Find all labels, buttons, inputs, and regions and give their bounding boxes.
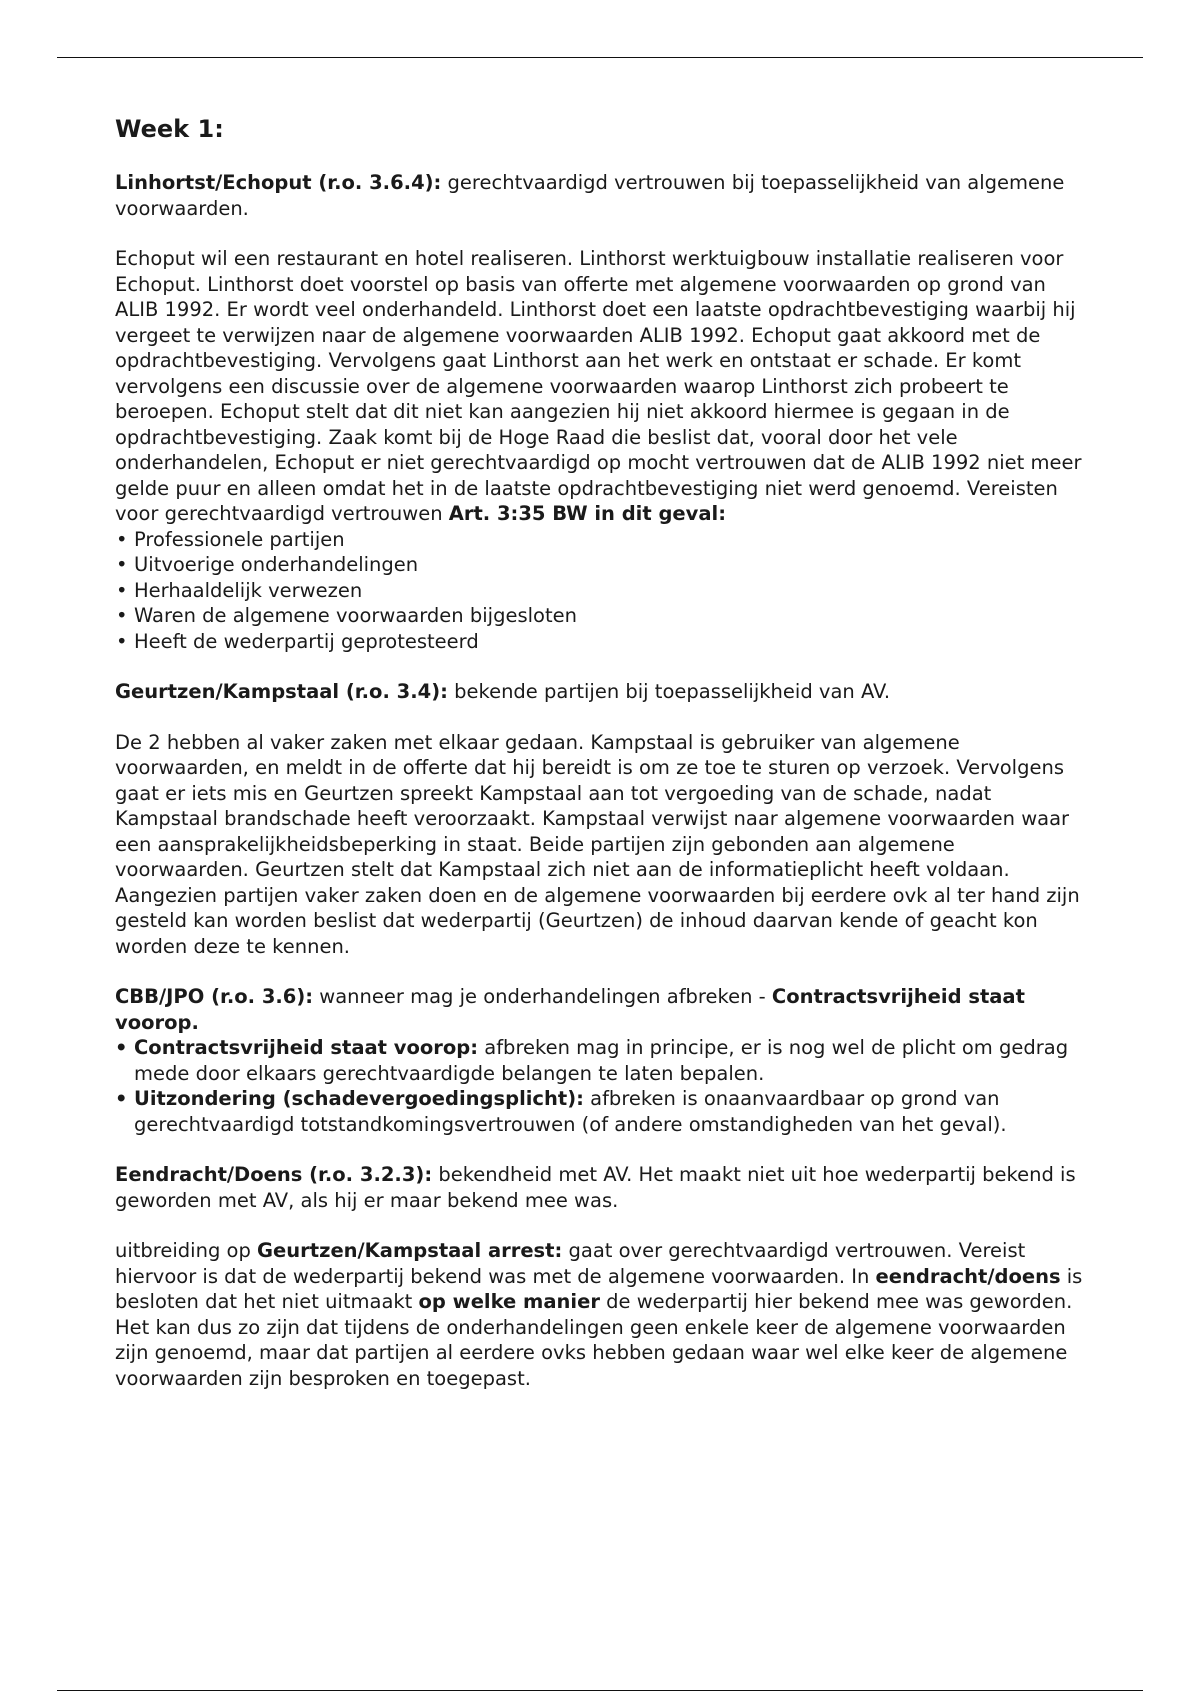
list-item: • Herhaaldelijk verwezen	[115, 578, 1085, 604]
case-linthorst-body: Echoput wil een restaurant en hotel realiseren. Linthorst werktuigbouw installatie realiseren voor Echoput. Linthorst doet voorstel op basis van offerte met algemene voorwaarden op grond van ALIB 1992. Er wordt veel onderhandeld. Linthorst doet een laatste opdrachtbevestiging waarbij hij vergeet te verwijzen naar de algemene voorwaarden ALIB 1992. Echoput gaat akkoord met de opdrachtbevestiging. Vervolgens gaat Linthorst aan het werk en ontstaat er schade. Er komt vervolgens een discussie over de algemene voorwaarden waarop Linthorst zich probeert te beroepen. Echoput stelt dat dit niet kan aangezien hij niet akkoord hiermee is gegaan in de opdrachtbevestiging. Zaak komt bij de Hoge Raad die beslist dat, vooral door het vele onderhandelen, Echoput er niet gerechtvaardigd op mocht vertrouwen dat de ALIB 1992 niet meer gelde puur en alleen omdat het in de laatste opdrachtbevestiging niet werd genoemd. Vereisten voor gerechtvaardigd vertrouwen Art. 3:35 BW in dit geval:	[115, 247, 1082, 525]
cbb-points-list	[115, 1035, 1085, 1137]
list-item: • Professionele partijen	[115, 527, 1085, 553]
case-linthorst-heading: Linhortst/Echoput (r.o. 3.6.4): gerechtvaardigd vertrouwen bij toepasselijkheid van algemene voorwaarden.	[115, 171, 1065, 220]
case-eendracht-body: uitbreiding op Geurtzen/Kampstaal arrest: gaat over gerechtvaardigd vertrouwen. Vereist hiervoor is dat de wederpartij bekend was met de algemene voorwaarden. In eendracht/doens is besloten dat het niet uitmaakt op welke manier de wederpartij hier bekend mee was geworden. Het kan dus zo zijn dat tijdens de onderhandelingen geen enkele keer de algemene voorwaarden zijn genoemd, maar dat partijen al eerdere ovks hebben gedaan waar wel elke keer de algemene voorwaarden zijn besproken en toegepast.	[115, 1239, 1083, 1390]
header-rule	[57, 57, 1143, 58]
document-page	[115, 110, 1085, 1391]
case-cbb-heading: CBB/JPO (r.o. 3.6): wanneer mag je onderhandelingen afbreken - Contractsvrijheid staat voorop.	[115, 985, 1025, 1034]
footer-rule	[57, 1690, 1143, 1691]
case-eendracht-heading: Eendracht/Doens (r.o. 3.2.3): bekendheid met AV. Het maakt niet uit hoe wederpartij bekend is geworden met AV, als hij er maar bekend mee was.	[115, 1163, 1076, 1212]
list-item: • Waren de algemene voorwaarden bijgesloten	[115, 603, 1085, 629]
case-geurtzen-body: De 2 hebben al vaker zaken met elkaar gedaan. Kampstaal is gebruiker van algemene voorwaarden, en meldt in de offerte dat hij bereidt is om ze toe te sturen op verzoek. Vervolgens gaat er iets mis en Geurtzen spreekt Kampstaal aan tot vergoeding van de schade, nadat Kampstaal brandschade heeft veroorzaakt. Kampstaal verwijst naar algemene voorwaarden waar een aansprakelijkheidsbeperking in staat. Beide partijen zijn gebonden aan algemene voorwaarden. Geurtzen stelt dat Kampstaal zich niet aan de informatieplicht heeft voldaan.	[115, 730, 1070, 881]
requirements-list	[115, 527, 1085, 655]
case-geurtzen-heading: Geurtzen/Kampstaal (r.o. 3.4): bekende partijen bij toepasselijkheid van AV.	[115, 680, 891, 703]
list-item: • Heeft de wederpartij geprotesteerd	[115, 629, 1085, 655]
list-item: • Contractsvrijheid staat voorop: afbreken mag in principe, er is nog wel de plicht om gedrag mede door elkaars gerechtvaardigde belangen te laten bepalen.	[115, 1035, 1085, 1086]
case-geurtzen-conclusion: Aangezien partijen vaker zaken doen en de algemene voorwaarden bij eerdere ovk al ter hand zijn gesteld kan worden beslist dat wederpartij (Geurtzen) de inhoud daarvan kende of geacht kon worden deze te kennen.	[115, 883, 1080, 958]
page-title: Week 1:	[115, 115, 224, 143]
list-item: • Uitvoerige onderhandelingen	[115, 552, 1085, 578]
list-item: • Uitzondering (schadevergoedingsplicht): afbreken is onaanvaardbaar op grond van gerechtvaardigd totstandkomingsvertrouwen (of andere omstandigheden van het geval).	[115, 1086, 1085, 1137]
